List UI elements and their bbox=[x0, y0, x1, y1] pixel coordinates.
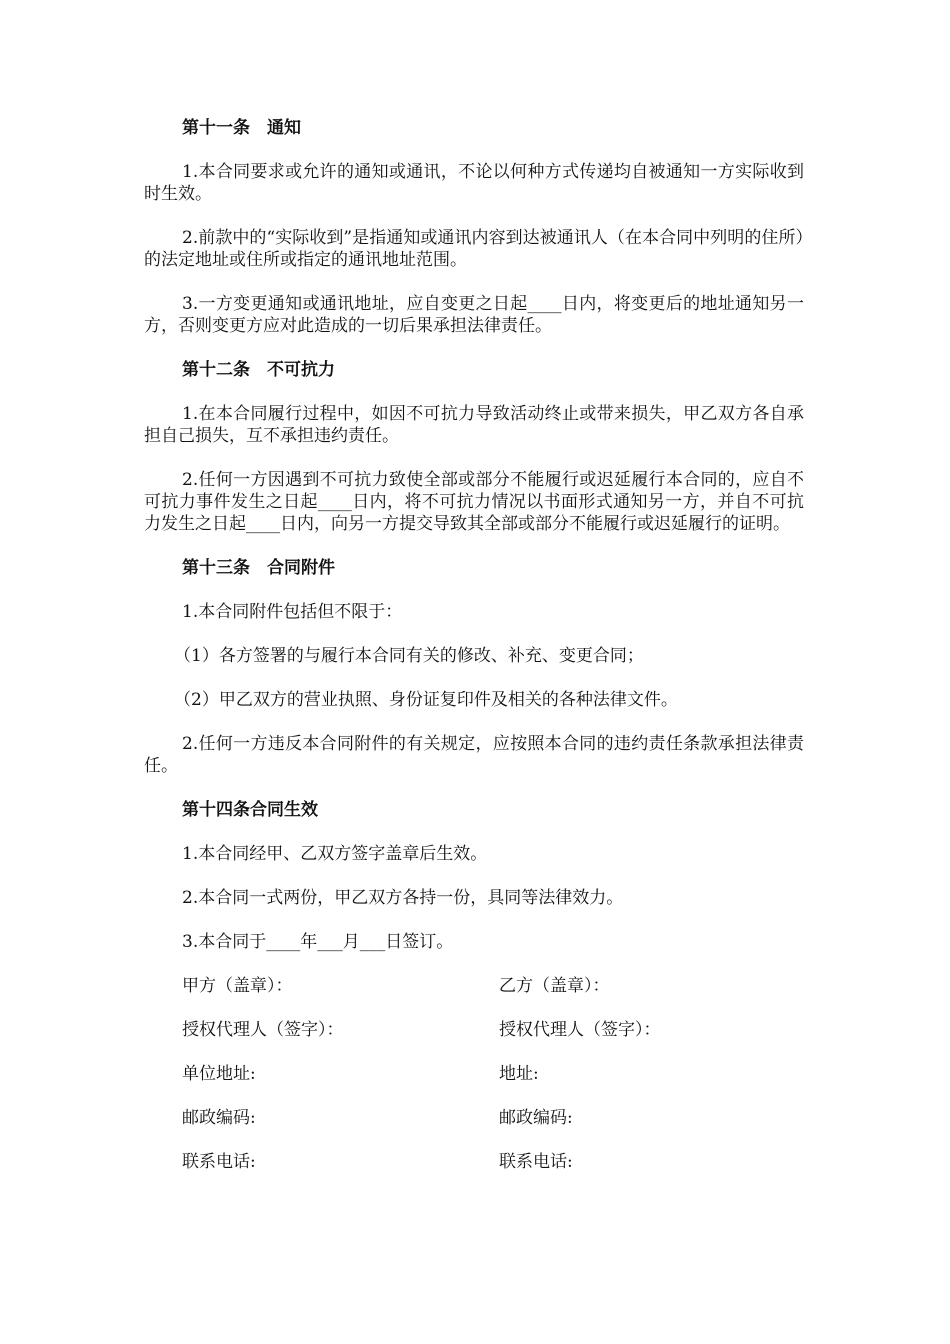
article-11-heading: 第十一条 通知 bbox=[182, 118, 301, 138]
article-11-clause-2: 2.前款中的“实际收到”是指通知或通讯内容到达被通讯人（在本合同中列明的住所）的法定地址或住所或指定的通讯地址范围。 bbox=[144, 228, 804, 270]
signature-row-postcode bbox=[144, 1107, 804, 1129]
party-a-phone-label: 联系电话: bbox=[182, 1152, 256, 1172]
article-13-attachment-1: （1）各方签署的与履行本合同有关的修改、补充、变更合同； bbox=[174, 646, 644, 666]
party-a-agent-label: 授权代理人（签字）： bbox=[182, 1020, 344, 1040]
article-12-heading: 第十二条 不可抗力 bbox=[182, 360, 335, 380]
signature-row-seal bbox=[144, 975, 804, 997]
party-a-seal-label: 甲方（盖章）： bbox=[182, 976, 293, 996]
contract-body bbox=[144, 117, 804, 1195]
party-b-postcode-label: 邮政编码: bbox=[499, 1108, 573, 1128]
article-11-clause-3: 3.一方变更通知或通讯地址，应自变更之日起____日内，将变更后的地址通知另一方，否则变更方应对此造成的一切后果承担法律责任。 bbox=[144, 294, 804, 336]
signature-row-address bbox=[144, 1063, 804, 1085]
party-a-address-label: 单位地址: bbox=[182, 1064, 256, 1084]
article-13-clause-1: 1.本合同附件包括但不限于： bbox=[182, 602, 403, 622]
party-b-seal-label: 乙方（盖章）： bbox=[499, 976, 610, 996]
party-a-postcode-label: 邮政编码: bbox=[182, 1108, 256, 1128]
article-14-clause-3: 3.本合同于____年___月___日签订。 bbox=[182, 932, 454, 952]
article-13-heading: 第十三条 合同附件 bbox=[182, 558, 335, 578]
article-14-clause-2: 2.本合同一式两份，甲乙双方各持一份，具同等法律效力。 bbox=[182, 888, 624, 908]
signature-row-phone bbox=[144, 1151, 804, 1173]
party-b-agent-label: 授权代理人（签字）： bbox=[499, 1020, 661, 1040]
party-b-phone-label: 联系电话: bbox=[499, 1152, 573, 1172]
article-14-heading: 第十四条合同生效 bbox=[182, 800, 318, 820]
article-12-clause-2: 2.任何一方因遇到不可抗力致使全部或部分不能履行或迟延履行本合同的，应自不可抗力事件发生之日起____日内，将不可抗力情况以书面形式通知另一方，并自不可抗力发生之日起____日内，向另一方提交导致其全部或部分不能履行或迟延履行的证明。 bbox=[144, 470, 804, 534]
article-13-attachment-2: （2）甲乙双方的营业执照、身份证复印件及相关的各种法律文件。 bbox=[174, 690, 678, 710]
article-13-clause-2: 2.任何一方违反本合同附件的有关规定，应按照本合同的违约责任条款承担法律责任。 bbox=[144, 734, 804, 776]
signature-row-agent bbox=[144, 1019, 804, 1041]
party-b-address-label: 地址: bbox=[499, 1064, 539, 1084]
article-14-clause-1: 1.本合同经甲、乙双方签字盖章后生效。 bbox=[182, 844, 488, 864]
article-12-clause-1: 1.在本合同履行过程中，如因不可抗力导致活动终止或带来损失，甲乙双方各自承担自己损失，互不承担违约责任。 bbox=[144, 404, 804, 446]
article-11-clause-1: 1.本合同要求或允许的通知或通讯，不论以何种方式传递均自被通知一方实际收到时生效。 bbox=[144, 162, 804, 204]
